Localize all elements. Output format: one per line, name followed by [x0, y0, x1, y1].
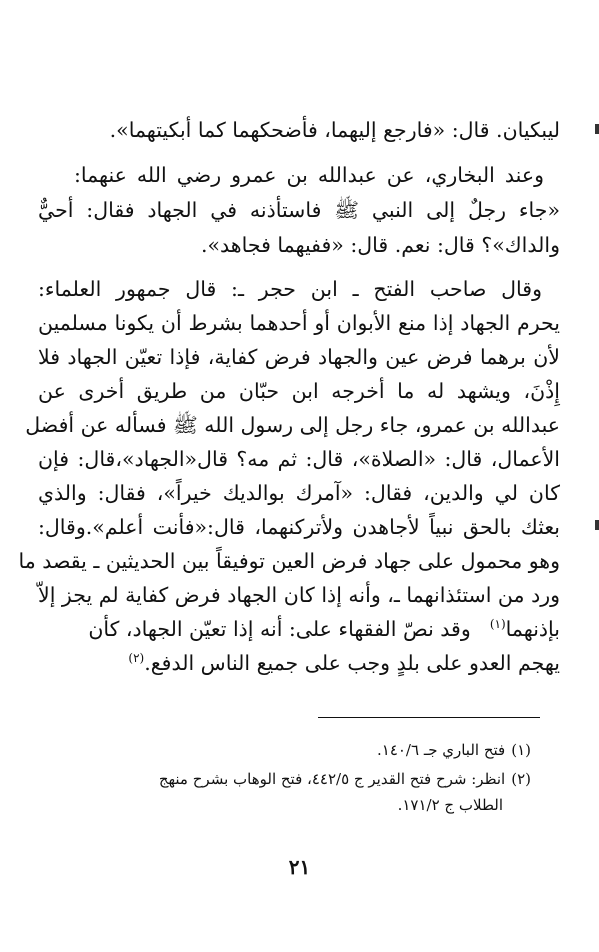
text-line-15-end: وقد نصّ الفقهاء على: أنه إذا تعيّن الجهاد، كأن — [88, 617, 471, 641]
text-line-7: لأن برهما فرض عين والجهاد فرض كفاية، فإذا تعيّن الجهاد فلا — [38, 345, 560, 369]
text-line-14: ورد من استئذانهما ـ، وأنه إذا كان الجهاد فرض كفاية لم يجز إلاّ — [38, 583, 560, 607]
text-line-6: يحرم الجهاد إذا منع الأبوان أو أحدهما بشرط أن يكونا مسلمين — [38, 311, 560, 335]
text-line-9: عبدالله بن عمرو، جاء رجل إلى رسول الله ﷺ فسأله عن أفضل — [25, 413, 560, 437]
footnote-separator — [318, 717, 540, 718]
text-line-12: بعثك بالحق نبياً لأجاهدن ولأتركنهما، قال:«فأنت أعلم».وقال: — [38, 515, 560, 539]
text-line-10: الأعمال، قال: «الصلاة»، قال: ثم مه؟ قال«الجهاد»،قال: فإن — [38, 447, 560, 471]
text-line-16 — [38, 648, 560, 678]
footnote-1 — [377, 738, 531, 762]
footnote-ref-2: (٢) — [128, 651, 145, 666]
text-line-15 — [38, 614, 560, 644]
footnote-1-number: (١) — [511, 741, 531, 759]
footnote-1-text: فتح الباري جـ ١٤٠/٦. — [376, 741, 506, 759]
footnote-2-text-cont: الطلاب ج ١٧١/٢. — [397, 796, 503, 814]
text-line-2: وعند البخاري، عن عبدالله بن عمرو رضي الله عنهما: — [74, 163, 544, 187]
text-line-4: والداك»؟ قال: نعم. قال: «ففيهما فجاهد». — [200, 233, 560, 257]
scan-edge-mark-top — [595, 124, 599, 134]
text-line-15-start: بإذنهما — [505, 617, 560, 641]
footnote-2-continued — [398, 793, 503, 817]
text-line-16-body: يهجم العدو على بلدٍ وجب على جميع الناس الدفع. — [144, 651, 560, 675]
text-line-5: وقال صاحب الفتح ـ ابن حجر ـ: قال جمهور العلماء: — [38, 277, 542, 301]
scan-edge-mark-middle — [595, 520, 599, 530]
text-line-3: «جاء رجلٌ إلى النبي ﷺ فاستأذنه في الجهاد فقال: أحيٌّ — [38, 198, 560, 222]
footnote-2 — [159, 767, 531, 791]
footnote-2-text: انظر: شرح فتح القدير ج ٤٤٢/٥، فتح الوهاب بشرح منهج — [158, 770, 506, 788]
text-line-1: ليبكيان. قال: «فارجع إليهما، فأضحكهما كما أبكيتهما». — [109, 118, 560, 142]
page-number: ٢١ — [288, 855, 311, 879]
footnote-ref-1: (١) — [489, 617, 506, 632]
text-line-8: إِذْنَ، ويشهد له ما أخرجه ابن حبّان من طريق أخرى عن — [38, 379, 560, 403]
text-line-13: وهو محمول على جهاد فرض العين توفيقاً بين الحديثين ـ يقصد ما — [18, 549, 560, 573]
footnote-2-number: (٢) — [511, 770, 531, 788]
text-line-11: كان لي والدين، فقال: «آمرك بوالديك خيراً»، فقال: والذي — [38, 481, 560, 505]
